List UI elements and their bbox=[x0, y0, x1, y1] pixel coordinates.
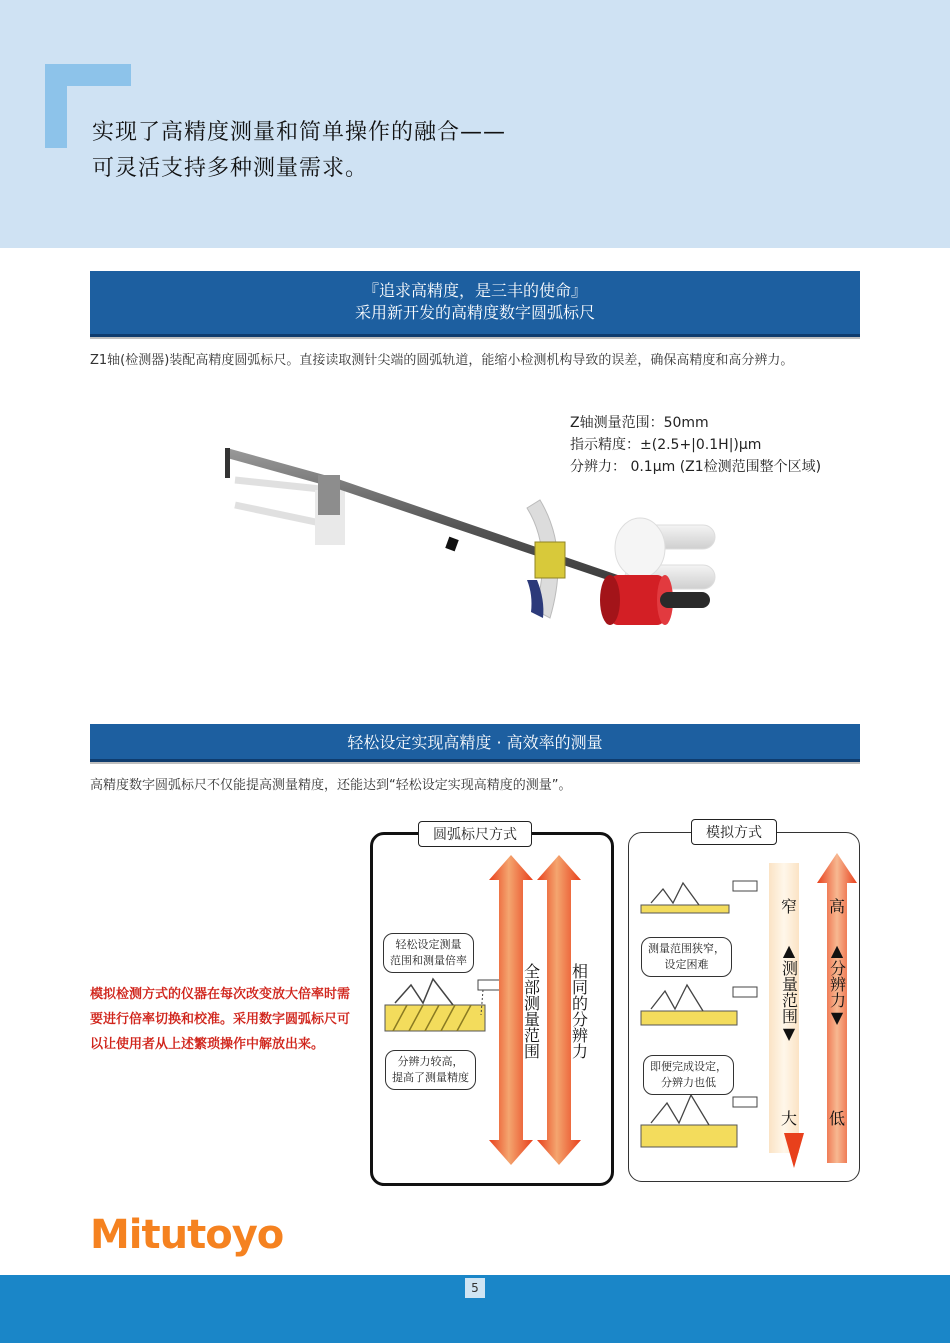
range-wide-label: 大 bbox=[780, 1109, 797, 1128]
section1-banner-line1: 『追求高精度，是三丰的使命』 bbox=[362, 281, 587, 300]
hero-bracket-decoration-top bbox=[45, 64, 131, 86]
analog-panel-title: 模拟方式 bbox=[691, 819, 777, 845]
hero-headline-line2: 可灵活支持多种测量需求。 bbox=[92, 156, 369, 181]
hero-banner bbox=[0, 0, 950, 248]
section1-banner bbox=[90, 271, 860, 337]
analog-workpiece-2 bbox=[641, 985, 757, 1025]
resolution-high-label: 高 bbox=[828, 897, 845, 916]
mitutoyo-logo: Mitutoyo bbox=[90, 1212, 284, 1258]
arc-scale-method-panel bbox=[370, 827, 614, 1186]
resolution-label: ▲分辨力▼ bbox=[827, 941, 847, 1027]
low-resolution-callout: 即便完成设定， 分辨力也低 bbox=[643, 1055, 734, 1095]
analog-workpiece-1 bbox=[641, 881, 757, 913]
resolution-low-label: 低 bbox=[828, 1109, 845, 1128]
hero-headline-line1: 实现了高精度测量和简单操作的融合—— bbox=[92, 120, 507, 145]
same-resolution-label: 相同的分辨力 bbox=[569, 963, 589, 1059]
measuring-range-label: ▲测量范围▼ bbox=[779, 941, 799, 1043]
narrow-range-callout: 测量范围狭窄， 设定困难 bbox=[641, 937, 732, 977]
range-narrow-label: 窄 bbox=[780, 897, 797, 916]
section1-body: Z1轴(检测器)装配高精度圆弧标尺。直接读取测针尖端的圆弧轨道，能缩小检测机构导致的误差，确保高精度和高分辨力。 bbox=[90, 353, 794, 368]
analog-method-note: 模拟检测方式的仪器在每次改变放大倍率时需要进行倍率切换和校准。采用数字圆弧标尺可以让使用者从上述繁琐操作中解放出来。 bbox=[90, 987, 351, 1052]
easy-setting-callout: 轻松设定测量 范围和测量倍率 bbox=[383, 933, 474, 973]
spec-resolution: 分辨力： 0.1μm (Z1检测范围整个区域) bbox=[570, 459, 822, 475]
section2-body: 高精度数字圆弧标尺不仅能提高测量精度，还能达到“轻松设定实现高精度的测量”。 bbox=[90, 778, 572, 793]
high-resolution-callout: 分辨力较高， 提高了测量精度 bbox=[385, 1050, 476, 1090]
section2-banner-title: 轻松设定实现高精度 · 高效率的测量 bbox=[347, 733, 603, 752]
arc-scale-detector-illustration bbox=[215, 430, 725, 650]
section1-banner-line2: 采用新开发的高精度数字圆弧标尺 bbox=[354, 303, 595, 322]
analog-method-panel bbox=[628, 825, 860, 1182]
arc-scale-panel-title: 圆弧标尺方式 bbox=[418, 821, 532, 847]
analog-workpiece-3 bbox=[641, 1095, 757, 1147]
page-number: 5 bbox=[465, 1278, 485, 1298]
section2-banner bbox=[90, 724, 860, 762]
analog-diagram bbox=[629, 833, 859, 1181]
spec-accuracy: 指示精度：±(2.5+|0.1H|)μm bbox=[570, 437, 762, 453]
full-range-label: 全部测量范围 bbox=[521, 963, 541, 1059]
spec-z-range: Z轴测量范围：50mm bbox=[570, 415, 709, 431]
